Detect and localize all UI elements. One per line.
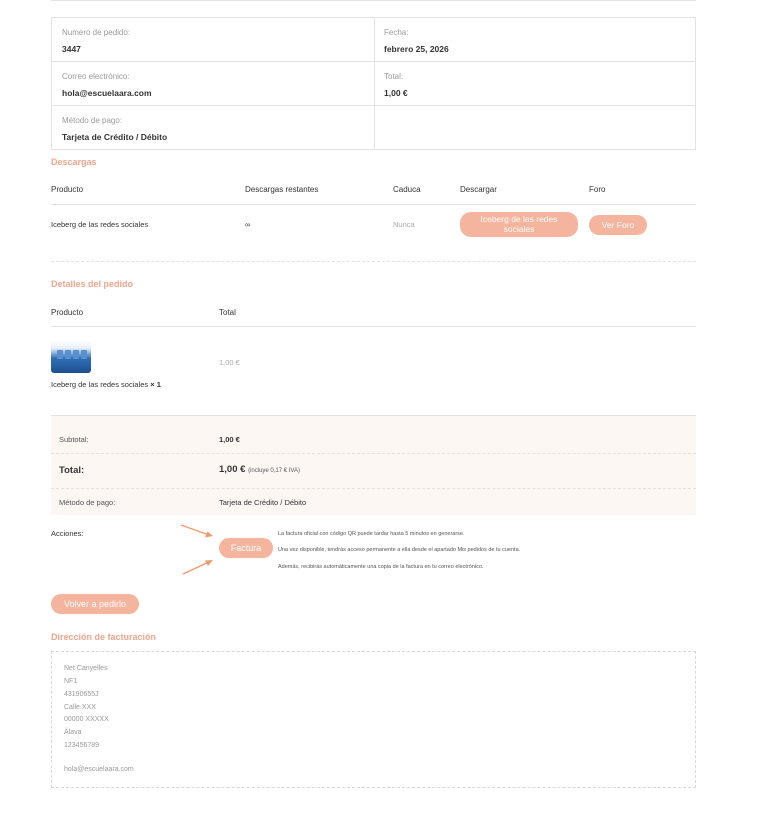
invoice-note-2: Una vez disponible, tendrás acceso permanente a ella desde el apartado Mis pedidos de tu cuenta. bbox=[278, 547, 521, 553]
thumbnail-figure bbox=[57, 350, 63, 359]
order-email-value: hola@escuelaara.com bbox=[62, 88, 152, 98]
subtotal-value: 1,00 € bbox=[219, 435, 240, 444]
order-email-cell bbox=[52, 62, 374, 98]
downloads-header-expires: Caduca bbox=[393, 185, 421, 194]
totals-divider bbox=[51, 453, 696, 454]
billing-title: Dirección de facturación bbox=[51, 632, 157, 642]
subtotal-label: Subtotal: bbox=[59, 435, 89, 444]
item-quantity: × 1 bbox=[150, 380, 161, 389]
address-phone: 123456789 bbox=[64, 742, 100, 749]
downloads-header-divider bbox=[51, 204, 696, 205]
downloads-header-download: Descargar bbox=[460, 185, 497, 194]
details-header-divider bbox=[51, 326, 696, 327]
order-total-value: 1,00 € bbox=[384, 88, 408, 98]
order-totals bbox=[51, 416, 696, 515]
order-details-title: Detalles del pedido bbox=[51, 279, 134, 289]
view-forum-button[interactable]: Ver Foro bbox=[589, 215, 647, 235]
downloads-header-forum: Foro bbox=[589, 185, 606, 194]
order-number-cell bbox=[52, 18, 374, 54]
billing-address bbox=[51, 651, 696, 788]
order-date-label: Fecha: bbox=[384, 28, 409, 37]
order-date-value: febrero 25, 2026 bbox=[384, 44, 449, 54]
address-line: Net Canyelles bbox=[64, 665, 108, 672]
order-payment-cell bbox=[52, 106, 374, 142]
item-name[interactable]: Iceberg de las redes sociales bbox=[51, 380, 149, 389]
totals-divider bbox=[51, 488, 696, 489]
total-line bbox=[219, 464, 300, 475]
top-divider bbox=[51, 0, 696, 1]
payment-method-value: Tarjeta de Crédito / Débito bbox=[219, 498, 307, 507]
downloads-title: Descargas bbox=[51, 157, 97, 167]
order-total-cell bbox=[374, 62, 696, 98]
thumbnail-figure bbox=[81, 350, 87, 359]
download-remaining: ∞ bbox=[245, 220, 251, 229]
address-line: Álava bbox=[64, 729, 82, 736]
details-header-total: Total bbox=[219, 308, 236, 317]
download-expires: Nunca bbox=[393, 220, 415, 229]
item-name-line bbox=[51, 380, 161, 389]
order-payment-label: Método de pago: bbox=[62, 116, 123, 125]
details-header-product: Producto bbox=[51, 308, 84, 317]
address-line: Calle XXX bbox=[64, 704, 96, 711]
order-email-label: Correo electrónico: bbox=[62, 72, 130, 81]
thumbnail-figure bbox=[65, 350, 71, 359]
thumbnail-figure bbox=[73, 350, 79, 359]
arrow-icons bbox=[178, 521, 218, 577]
order-total-label: Total: bbox=[384, 72, 404, 81]
order-number-value: 3447 bbox=[62, 44, 81, 54]
total-label: Total: bbox=[59, 465, 85, 476]
payment-method-label: Método de pago: bbox=[59, 498, 116, 507]
address-line: 43190655J bbox=[64, 691, 99, 698]
item-total: 1,00 € bbox=[219, 358, 240, 367]
address-line: NF1 bbox=[64, 678, 78, 685]
order-payment-value: Tarjeta de Crédito / Débito bbox=[62, 132, 168, 142]
tax-note: (incluye 0,17 € IVA) bbox=[248, 468, 300, 474]
order-number-label: Numero de pedido: bbox=[62, 28, 131, 37]
invoice-button[interactable]: Factura bbox=[219, 538, 273, 558]
actions-label: Acciones: bbox=[51, 529, 84, 538]
product-thumbnail[interactable] bbox=[51, 340, 91, 373]
download-product-name: Iceberg de las redes sociales bbox=[51, 220, 149, 229]
invoice-note-1: La factura oficial con código QR puede tardar hasta 5 minutos en generarse. bbox=[278, 531, 465, 537]
arrow-right-icon bbox=[181, 525, 213, 538]
downloads-bottom-divider bbox=[51, 261, 696, 262]
download-file-button[interactable]: Iceberg de las redes sociales bbox=[460, 212, 578, 237]
address-email: hola@escuelaara.com bbox=[64, 766, 134, 773]
address-line: 00000 XXXXX bbox=[64, 716, 109, 723]
order-again-button[interactable]: Volver a pedirlo bbox=[51, 594, 139, 614]
total-value: 1,00 € bbox=[219, 464, 246, 475]
downloads-header-remaining: Descargas restantes bbox=[245, 185, 319, 194]
order-overview bbox=[51, 17, 696, 150]
arrow-right-icon bbox=[183, 560, 213, 574]
invoice-note-3: Además, recibirás automáticamente una copia de la factura en tu correo electrónico. bbox=[278, 564, 484, 570]
order-date-cell bbox=[374, 18, 696, 54]
downloads-header-product: Producto bbox=[51, 185, 84, 194]
